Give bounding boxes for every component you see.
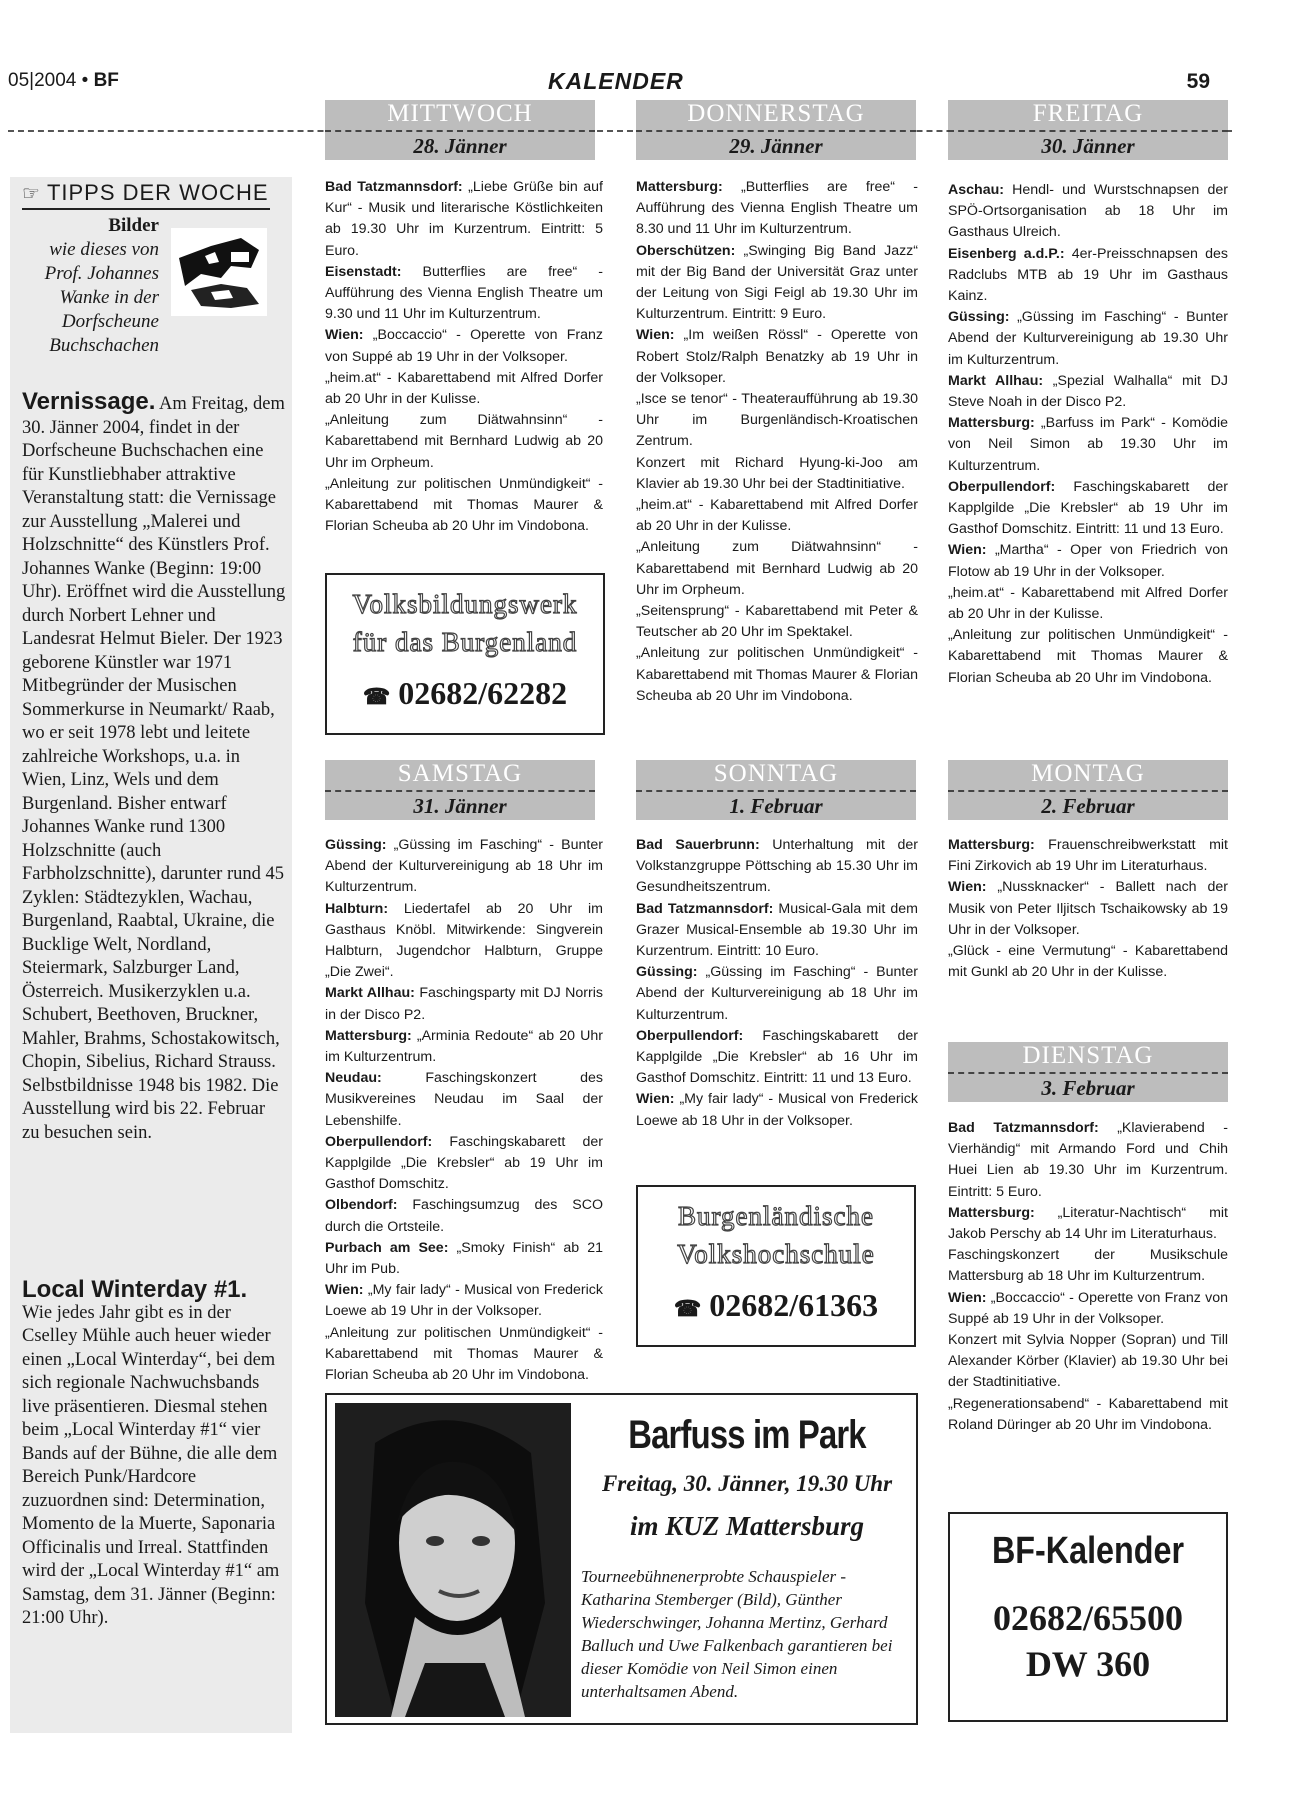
day-header-sonntag — [636, 760, 916, 820]
phone-number: 02682/62282 — [398, 675, 568, 711]
event-entry — [325, 1323, 603, 1387]
caption-line: wie dieses von — [49, 239, 159, 260]
ad-phone — [638, 1287, 914, 1324]
event-text: Faschingsumzug des SCO durch die Ortsteile. — [325, 1197, 603, 1235]
bf-kalender-phone: 02682/65500 — [992, 1598, 1183, 1638]
event-place: Güssing: — [948, 309, 1010, 326]
event-text: „My fair lady“ - Musical von Frederick Loewe ab 19 Uhr in der Volksoper. — [325, 1282, 603, 1320]
volksbildungswerk-ad — [325, 573, 605, 735]
event-text: „Boccaccio“ - Operette von Franz von Suppé ab 19 Uhr in der Volksoper. — [325, 327, 603, 365]
separator: • — [81, 70, 89, 91]
event-place: Oberpullendorf: — [325, 1133, 433, 1150]
event-entry — [636, 495, 918, 537]
event-text: Liedertafel ab 20 Uhr im Gasthaus Knöbl. Mitwirkende: Singverein Halbturn, Jugendchor Halbturn, Gruppe „Die Zwei“. — [325, 900, 603, 981]
event-text: „heim.at“ - Kabarettabend mit Alfred Dorfer ab 20 Uhr in der Kulisse. — [636, 497, 918, 535]
event-place: Wien: — [325, 327, 364, 344]
event-entry — [948, 477, 1228, 541]
day-name: DONNERSTAG — [687, 100, 865, 127]
event-entry — [948, 1245, 1228, 1287]
phone-number: 02682/61363 — [709, 1287, 879, 1323]
event-place: Markt Allhau: — [948, 372, 1044, 389]
event-entry — [948, 1330, 1228, 1394]
event-entry — [325, 1132, 603, 1196]
article-text: Am Freitag, dem 30. Jänner 2004, findet in der Dorfscheune Buchschachen eine für Kunstliebhaber attraktive Veranstaltung statt: die Vernissage zur Ausstellung „Malerei und Holzschnitte“ des Künstlers Prof. Johannes Wanke (Beginn: 19:00 Uhr). Eröffnet wird die Ausstellung durch Norbert Lehner und Landesrat Helmut Bieler. Der 1923 geborene Künstler war 1971 Mitbegründer der Musischen Sommerkurse in Neumarkt/ Raab, wo er seit 1978 lebt und leitete zahlreiche Workshops, u.a. in Wien, Linz, Wels und dem Burgenland. Bisher entwarf Johannes Wanke rund 1300 Holzschnitte (auch Farbholzschnitte), darunter rund 45 Zyklen: Städtezyklen, Wachau, Burgenland, Raabtal, Ukraine, die Bucklige Welt, Nordland, Steiermark, Salzburger Land, Österreich. Musikerzyklen u.a. Schubert, Beethoven, Bruckner, Mahler, Brahms, Schostakowitsch, Chopin, Sibelius, Richard Strauss. Selbstbildnisse 1948 bis 1982. Die Ausstellung wird bis 22. Februar zu besuchen sein. — [22, 394, 286, 1143]
event-place: Oberpullendorf: — [948, 478, 1056, 495]
pointing-hand-icon: ☞ — [22, 183, 41, 205]
event-entry — [948, 1118, 1228, 1203]
vernissage-article — [22, 390, 287, 1145]
event-text: „Boccaccio“ - Operette von Franz von Suppé ab 19 Uhr in der Volksoper. — [948, 1289, 1228, 1327]
caption-line: Prof. Johannes — [44, 263, 159, 284]
telephone-icon: ☎ — [362, 684, 391, 709]
tipps-heading — [22, 180, 270, 210]
event-place: Markt Allhau: — [325, 985, 415, 1002]
event-text: Konzert mit Sylvia Nopper (Sopran) und Till Alexander Körber (Klavier) ab 19.30 Uhr bei der Stadtinitiative. — [948, 1332, 1228, 1391]
event-entry — [325, 899, 603, 984]
telephone-icon: ☎ — [673, 1296, 702, 1321]
event-entry — [325, 325, 603, 367]
day-name: MITTWOCH — [387, 100, 533, 127]
event-text: „Klavierabend - Vierhändig“ mit Armando Ford und Chih Huei Lien ab 19.30 Uhr im Kurzentrum. Eintritt: 5 Euro. — [948, 1120, 1228, 1200]
promo-title: Barfuss im Park — [628, 1413, 866, 1457]
event-text: „My fair lady“ - Musical von Frederick Loewe ab 18 Uhr in der Volksoper. — [636, 1091, 918, 1129]
event-text: „Güssing im Fasching“ - Bunter Abend der Kulturvereinigung ab 19.30 Uhr im Kulturzentrum. — [948, 309, 1228, 368]
event-text: „Anleitung zur politischen Unmündigkeit“ - Kabarettabend mit Thomas Maurer & Florian Scheuba ab 20 Uhr im Vindobona. — [325, 1324, 603, 1384]
ad-phone — [327, 675, 603, 712]
event-entry — [325, 177, 603, 262]
event-entry — [948, 307, 1228, 371]
event-entry — [325, 262, 603, 326]
day-name: SAMSTAG — [397, 760, 523, 787]
bf-kalender-title: BF-Kalender — [991, 1530, 1185, 1572]
event-place: Bad Tatzmannsdorf: — [948, 1120, 1099, 1136]
event-text: „Liebe Grüße bin auf Kur“ - Musik und literarische Köstlichkeiten ab 19.30 Uhr im Kurzentrum. Eintritt: 5 Euro. — [325, 179, 603, 259]
event-entry — [948, 941, 1228, 983]
ad-line: für das Burgenland — [352, 627, 578, 657]
event-place: Purbach am See: — [325, 1239, 449, 1256]
event-place: Bad Sauerbrunn: — [636, 837, 760, 853]
day-date: 1. Februar — [636, 790, 916, 820]
event-text: „Spezial Walhalla“ mit DJ Steve Noah in der Disco P2. — [948, 372, 1228, 411]
event-entry — [636, 325, 918, 389]
page-number: 59 — [1186, 70, 1210, 93]
event-place: Wien: — [948, 1289, 987, 1306]
event-text: „heim.at“ - Kabarettabend mit Alfred Dorfer ab 20 Uhr in der Kulisse. — [948, 584, 1228, 623]
event-entry — [325, 1068, 603, 1132]
portrait-image — [335, 1403, 571, 1717]
event-entry — [948, 244, 1228, 308]
event-text: „Barfuss im Park“ - Komödie von Neil Simon ab 19.30 Uhr im Kulturzentrum. — [948, 415, 1228, 474]
event-text: „Güssing im Fasching“ - Bunter Abend der Kulturvereinigung ab 18 Uhr im Kulturzentrum. — [636, 964, 918, 1023]
ad-line: Volksbildungswerk — [352, 589, 578, 619]
event-place: Mattersburg: — [948, 1204, 1035, 1221]
event-entry — [325, 1026, 603, 1068]
issue-number: 05|2004 — [8, 70, 77, 91]
tipps-title: TIPPS DER WOCHE — [46, 180, 269, 205]
barfuss-promo — [325, 1393, 918, 1725]
event-text: „Anleitung zum Diätwahnsinn“ - Kabarettabend mit Bernhard Ludwig ab 20 Uhr im Orpheum. — [636, 539, 918, 598]
issue-info — [8, 70, 119, 92]
actress-photo — [335, 1403, 571, 1717]
event-text: „Anleitung zur politischen Unmündigkeit“ - Kabarettabend mit Thomas Maurer & Florian Scheuba ab 20 Uhr im Vindobona. — [325, 475, 603, 535]
event-text: „Isce se tenor“ - Theateraufführung ab 19.30 Uhr im Burgenländisch-Kroatischen Zentrum. — [636, 391, 918, 450]
event-text: Faschingsparty mit DJ Norris in der Disco P2. — [325, 985, 603, 1023]
event-entry — [325, 474, 603, 538]
promo-description: Tourneebühnenerprobte Schauspieler - Katharina Stemberger (Bild), Günther Wiederschwinger, Johanna Mertinz, Gerhard Balluch und Uwe Falkenbach garantieren bei dieser Komödie von Neil Simon einen unterhaltsamen Abend. — [581, 1567, 893, 1701]
event-entry — [948, 371, 1228, 413]
event-text: „Güssing im Fasching“ - Bunter Abend der Kulturvereinigung ab 18 Uhr im Kulturzentrum. — [325, 837, 603, 896]
event-entry — [636, 453, 918, 495]
caption-line: Wanke in der — [59, 287, 159, 308]
event-place: Mattersburg: — [948, 837, 1035, 853]
event-place: Mattersburg: — [325, 1027, 412, 1044]
event-text: „Nussknacker“ - Ballett nach der Musik von Peter Iljitsch Tschaikowsky ab 19 Uhr in der Volksoper. — [948, 879, 1228, 938]
day-date: 29. Jänner — [636, 130, 916, 160]
woodcut-art — [171, 228, 267, 316]
event-place: Güssing: — [636, 964, 698, 981]
events-samstag — [325, 835, 603, 1386]
event-text: Musical-Gala mit dem Grazer Musical-Ensemble ab 19.30 Uhr im Kurzentrum. Eintritt: 10 Euro. — [636, 900, 918, 960]
event-place: Mattersburg: — [948, 415, 1035, 432]
event-text: „Butterflies are free“ - Aufführung des Vienna English Theatre um 8.30 und 11 Uhr im Kulturzentrum. — [636, 179, 918, 238]
events-montag — [948, 835, 1228, 983]
event-text: „Glück - eine Vermutung“ - Kabarettabend mit Gunkl ab 20 Uhr in der Kulisse. — [948, 943, 1228, 981]
event-entry — [636, 1026, 918, 1090]
event-entry — [325, 1280, 603, 1322]
day-header-dienstag — [948, 1042, 1228, 1102]
event-entry — [948, 877, 1228, 941]
ad-line: Burgenländische — [678, 1201, 874, 1231]
article-heading: Local Winterday #1. — [22, 1276, 248, 1303]
event-entry — [948, 180, 1228, 244]
day-name: FREITAG — [1032, 100, 1144, 127]
event-entry — [636, 962, 918, 1026]
day-name: SONNTAG — [713, 760, 839, 787]
ad-line: Volkshochschule — [677, 1239, 875, 1269]
day-header-mittwoch — [325, 100, 595, 160]
section-title: KALENDER — [548, 68, 684, 94]
day-date: 30. Jänner — [948, 130, 1228, 160]
event-place: Eisenstadt: — [325, 263, 402, 280]
event-place: Bad Tatzmannsdorf: — [325, 179, 463, 195]
event-text: „Anleitung zur politischen Unmündigkeit“ - Kabarettabend mit Thomas Maurer & Florian Scheuba ab 20 Uhr im Vindobona. — [636, 645, 918, 704]
event-place: Halbturn: — [325, 900, 389, 917]
day-header-freitag — [948, 100, 1228, 160]
volkshochschule-ad — [636, 1185, 916, 1347]
event-text: „Smoky Finish“ ab 21 Uhr im Pub. — [325, 1239, 603, 1278]
event-entry — [636, 537, 918, 601]
event-place: Wien: — [636, 1091, 675, 1108]
article-text: Wie jedes Jahr gibt es in der Cselley Mühle auch heuer wieder einen „Local Winterday“, bei dem sich regionale Nachwuchsbands live präsentieren. Diesmal stehen beim „Local Winterday #1“ vier Bands auf der Bühne, die alle dem Bereich Punk/Hardcore zuzuordnen sind: Determination, Momento de la Muerte, Saponaria Officinalis und Irreal. Stattfinden wird der „Local Winterday #1“ am Samstag, dem 31. Jänner (Beginn: 21:00 Uhr). — [22, 1302, 280, 1628]
event-text: Faschingskabarett der Kapplgilde „Die Krebsler“ ab 16 Uhr im Gasthof Domschitz. Eintritt: 11 und 13 Euro. — [636, 1027, 918, 1087]
event-place: Neudau: — [325, 1070, 382, 1087]
day-name: DIENSTAG — [1022, 1042, 1154, 1069]
events-donnerstag — [636, 177, 918, 707]
event-entry — [636, 601, 918, 643]
event-place: Bad Tatzmannsdorf: — [636, 900, 774, 917]
day-header-samstag — [325, 760, 595, 820]
event-entry — [948, 625, 1228, 689]
day-date: 2. Februar — [948, 790, 1228, 820]
events-mittwoch — [325, 177, 603, 537]
events-sonntag — [636, 835, 918, 1132]
event-entry — [636, 389, 918, 453]
event-place: Mattersburg: — [636, 179, 723, 195]
event-place: Aschau: — [948, 182, 1004, 198]
day-date: 31. Jänner — [325, 790, 595, 820]
bf-kalender-box — [948, 1512, 1228, 1722]
day-date: 28. Jänner — [325, 130, 595, 160]
page-header — [0, 66, 1230, 96]
event-place: Oberschützen: — [636, 242, 736, 259]
event-entry — [948, 1203, 1228, 1245]
caption-line: Dorfscheune — [61, 311, 159, 332]
event-entry — [325, 983, 603, 1025]
event-text: Faschingskonzert des Musikvereines Neudau im Saal der Lebenshilfe. — [325, 1070, 603, 1129]
event-place: Olbendorf: — [325, 1197, 398, 1214]
day-header-montag — [948, 760, 1228, 820]
event-entry — [636, 1089, 918, 1131]
event-entry — [636, 835, 918, 899]
day-name: MONTAG — [1031, 760, 1145, 787]
event-place: Wien: — [636, 327, 675, 344]
bf-kalender-extension: DW 360 — [1025, 1644, 1151, 1684]
event-entry — [948, 835, 1228, 877]
event-text: Faschingskonzert der Musikschule Mattersburg ab 18 Uhr im Kulturzentrum. — [948, 1247, 1228, 1285]
event-text: Hendl- und Wurstschnapsen der SPÖ-Ortsorganisation ab 18 Uhr im Gasthaus Ulreich. — [948, 182, 1228, 241]
event-place: Eisenberg a.d.P.: — [948, 245, 1065, 262]
event-text: „Arminia Redoute“ ab 20 Uhr im Kulturzentrum. — [325, 1027, 603, 1066]
event-entry — [325, 1238, 603, 1280]
event-text: „Martha“ - Oper von Friedrich von Flotow ab 19 Uhr in der Volksoper. — [948, 542, 1228, 580]
event-entry — [636, 899, 918, 963]
image-caption-continued — [24, 310, 159, 358]
event-text: Faschingskabarett der Kapplgilde „Die Krebsler“ ab 19 Uhr im Gasthof Domschitz. — [325, 1133, 603, 1193]
event-place: Wien: — [948, 879, 987, 896]
event-place: Güssing: — [325, 837, 387, 853]
event-entry — [325, 410, 603, 474]
event-entry — [948, 1394, 1228, 1436]
event-text: „Swinging Big Band Jazz“ mit der Big Band der Universität Graz unter der Leitung von Sigi Feigl ab 19.30 Uhr im Kulturzentrum. Eintritt: 9 Euro. — [636, 242, 918, 323]
caption-line: Buchschachen — [49, 335, 159, 356]
article-heading: Vernissage. — [22, 388, 156, 415]
event-entry — [636, 643, 918, 707]
event-entry — [948, 540, 1228, 582]
event-text: „heim.at“ - Kabarettabend mit Alfred Dorfer ab 20 Uhr in der Kulisse. — [325, 369, 603, 408]
event-entry — [948, 413, 1228, 477]
event-text: Faschingskabarett der Kapplgilde „Die Krebsler“ ab 19 Uhr im Gasthof Domschitz. Eintritt: 11 und 13 Euro. — [948, 478, 1228, 538]
event-entry — [325, 835, 603, 899]
event-entry — [948, 1288, 1228, 1330]
events-freitag — [948, 180, 1228, 689]
event-place: Oberpullendorf: — [636, 1027, 744, 1044]
event-entry — [636, 241, 918, 326]
event-place: Wien: — [948, 542, 987, 559]
event-entry — [325, 1195, 603, 1237]
image-caption — [24, 214, 159, 310]
magazine-name: BF — [93, 70, 119, 91]
event-text: Frauenschreibwerkstatt mit Fini Zirkovich ab 19 Uhr im Literaturhaus. — [948, 837, 1228, 875]
event-text: Butterflies are free“ - Aufführung des Vienna English Theatre um 9.30 und 11 Uhr im Kulturzentrum. — [325, 263, 603, 323]
event-text: „Seitensprung“ - Kabarettabend mit Peter & Teutscher ab 20 Uhr im Spektakel. — [636, 603, 918, 641]
day-date: 3. Februar — [948, 1072, 1228, 1102]
event-text: 4er-Preisschnapsen des Radclubs MTB ab 19 Uhr im Gasthaus Kainz. — [948, 245, 1229, 305]
event-text: „Anleitung zur politischen Unmündigkeit“ - Kabarettabend mit Thomas Maurer & Florian Scheuba ab 20 Uhr im Vindobona. — [948, 627, 1228, 686]
event-entry — [325, 368, 603, 410]
caption-bold: Bilder — [108, 215, 159, 236]
event-text: „Literatur-Nachtisch“ mit Jakob Perschy ab 14 Uhr im Literaturhaus. — [948, 1204, 1228, 1243]
promo-venue: im KUZ Mattersburg — [629, 1511, 865, 1541]
promo-date: Freitag, 30. Jänner, 19.30 Uhr — [601, 1471, 893, 1496]
winterday-article — [22, 1278, 287, 1631]
event-text: „Anleitung zum Diätwahnsinn“ - Kabarettabend mit Bernhard Ludwig ab 20 Uhr im Orpheum. — [325, 412, 603, 471]
event-entry — [636, 177, 918, 241]
day-header-donnerstag — [636, 100, 916, 160]
event-text: „Regenerationsabend“ - Kabarettabend mit Roland Düringer ab 20 Uhr im Vindobona. — [948, 1395, 1228, 1433]
event-text: „Im weißen Rössl“ - Operette von Robert Stolz/Ralph Benatzky ab 19 Uhr in der Volksoper. — [636, 327, 918, 386]
event-text: Konzert mit Richard Hyung-ki-Joo am Klavier ab 19.30 Uhr bei der Stadtinitiative. — [636, 454, 918, 492]
event-entry — [948, 583, 1228, 625]
woodcut-image — [171, 228, 267, 316]
events-dienstag — [948, 1118, 1228, 1436]
event-place: Wien: — [325, 1282, 364, 1299]
event-text: Unterhaltung mit der Volkstanzgruppe Pöttsching ab 15.30 Uhr im Gesundheitszentrum. — [636, 837, 919, 896]
